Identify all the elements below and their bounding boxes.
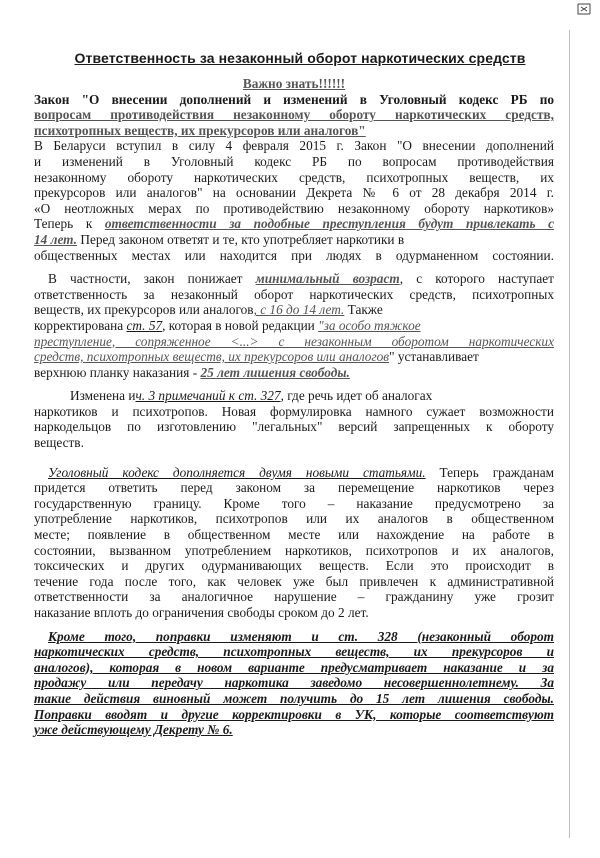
para1-line: незаконному обороту наркотических средств, психотропных веществ, их xyxy=(34,169,554,185)
text-run: веществ, их прекурсоров или аналогов xyxy=(34,302,254,318)
important-notice: Важно знать!!!!!! xyxy=(242,76,346,91)
underlined-phrase: минимальный возраст xyxy=(255,271,400,287)
para4-line: наказание вплоть до ограничения свободы сроком до 2 лет. xyxy=(34,605,369,620)
document-title: Ответственность за незаконный оборот наркотических средств xyxy=(74,50,526,66)
para5-line: уже действующему Декрету № 6. xyxy=(34,722,233,738)
para3-line xyxy=(34,388,554,404)
para1-line: и изменений в Уголовный кодекс РБ по вопросам противодействия xyxy=(34,153,554,169)
text-run: корректирована xyxy=(34,317,127,333)
para1-line xyxy=(34,232,554,248)
para5-line: наркотических средств, психотропных веществ, их прекурсоров и xyxy=(34,644,554,660)
para4-line: состоянии, вызванном употреблением наркотиков, психотропов и их аналогов, xyxy=(34,542,554,558)
law-title-line-1 xyxy=(34,92,554,108)
underlined-phrase: ч. 3 примечаний к ст. 327 xyxy=(135,388,281,404)
para5-line: продажу или передачу наркотика заведомо несовершеннолетнему. За xyxy=(34,675,554,691)
text-run: Теперь к xyxy=(34,216,105,232)
para4-line: государственную границу. Кроме того – наказание предусмотрено за xyxy=(34,495,554,511)
paragraph-gap xyxy=(34,263,554,271)
para4-line: придется ответить перед законом за перемещение наркотиков через xyxy=(34,480,554,496)
law-title-text: Закон "О внесении дополнений и изменений в Уголовный кодекс РБ по xyxy=(34,91,554,107)
para2-line xyxy=(34,349,554,365)
para1-line: «О неотложных мерах по противодействию незаконному обороту наркотиков» xyxy=(34,200,554,216)
text-run: , где речь идет об аналогах xyxy=(280,388,433,404)
para1-line: общественных местах или находится при людях в одурманенном состоянии. xyxy=(34,247,554,263)
para2-line xyxy=(34,365,554,381)
para5-line: Поправки вводят и другие корректировки в УК, которые соответствуют xyxy=(34,706,554,722)
corner-fold-icon xyxy=(576,2,592,16)
underlined-phrase: 14 лет. xyxy=(34,231,78,247)
law-title-text: вопросам противодействия незаконному обороту наркотических средств, xyxy=(34,107,554,123)
para5-line: аналогов), которая в новом варианте предусматривает наказание и за xyxy=(34,659,554,675)
law-title-line-2 xyxy=(34,107,554,123)
text-run: Перед законом ответят и те, кто употребляет наркотики в xyxy=(77,231,405,247)
para4-line: течение года после того, как человек уже был привлечен к административной xyxy=(34,573,554,589)
para3-line: веществ. xyxy=(34,435,84,451)
paragraph-gap xyxy=(34,621,554,629)
paragraph-gap xyxy=(34,451,554,465)
underlined-phrase: Уголовный кодекс дополняется двумя новыми статьями. xyxy=(48,464,426,480)
underlined-phrase: ст. 57 xyxy=(126,317,163,333)
text-run: В частности, закон понижает xyxy=(48,271,256,287)
para2-line: преступление, сопряженное <...> с незаконным оборотом наркотических xyxy=(34,333,554,349)
para1-line: прекурсоров или аналогов" на основании Декрета № 6 от 28 декабря 2014 г. xyxy=(34,185,554,201)
para5-line: такие действия виновный может получить до 15 лет лишения свободы. xyxy=(34,690,554,706)
para3-line: наркодельцов по изготовлению "легальных" версий запрещенных к обороту xyxy=(34,419,554,435)
underlined-phrase: ответственности за подобные преступления будут привлекать с xyxy=(104,216,554,232)
underlined-phrase: средств, психотропных веществ, их прекурсоров или аналогов xyxy=(34,349,390,365)
text-run: Изменена и xyxy=(70,388,136,404)
document-body xyxy=(34,76,554,738)
paragraph-gap xyxy=(34,380,554,388)
para2-line xyxy=(34,318,554,334)
underlined-phrase: , с 16 до 14 лет. xyxy=(253,302,345,318)
text-run: верхнюю планку наказания - xyxy=(34,364,201,380)
underlined-phrase: "за особо тяжкое xyxy=(318,317,421,333)
para4-line xyxy=(34,465,554,481)
law-title-line-3: психотропных веществ, их прекурсоров или аналогов" xyxy=(34,122,366,138)
para1-line: В Беларуси вступил в силу 4 февраля 2015 г. Закон "О внесении дополнений xyxy=(34,138,554,154)
text-run: Также xyxy=(344,302,383,318)
text-run: , с которого наступает xyxy=(399,271,554,287)
para4-line: месте; появление в общественном месте или нахождение на работе в xyxy=(34,527,554,543)
para4-line: токсических и других одурманивающих веществ. Если это происходит в xyxy=(34,558,554,574)
scan-edge-line xyxy=(569,30,570,838)
text-run: , которая в новой редакции xyxy=(162,317,319,333)
para3-line: наркотиков и психотропов. Новая формулировка намного сужает возможности xyxy=(34,403,554,419)
para4-line: ответственности за аналогичное нарушение – гражданину уже грозит xyxy=(34,589,554,605)
text-run: Теперь гражданам xyxy=(425,464,555,480)
underlined-phrase: 25 лет лишения свободы. xyxy=(200,364,350,380)
para1-line xyxy=(34,216,554,232)
para2-line: ответственность за незаконный оборот наркотических средств, психотропных xyxy=(34,286,554,302)
para5-line: Кроме того, поправки изменяют и ст. 328 (незаконный оборот xyxy=(48,628,554,644)
para2-line xyxy=(34,271,554,287)
para4-line: употребление наркотиков, психотропов или их аналогов в общественном xyxy=(34,511,554,527)
para2-line xyxy=(34,302,554,318)
text-run: " устанавливает xyxy=(389,349,479,365)
